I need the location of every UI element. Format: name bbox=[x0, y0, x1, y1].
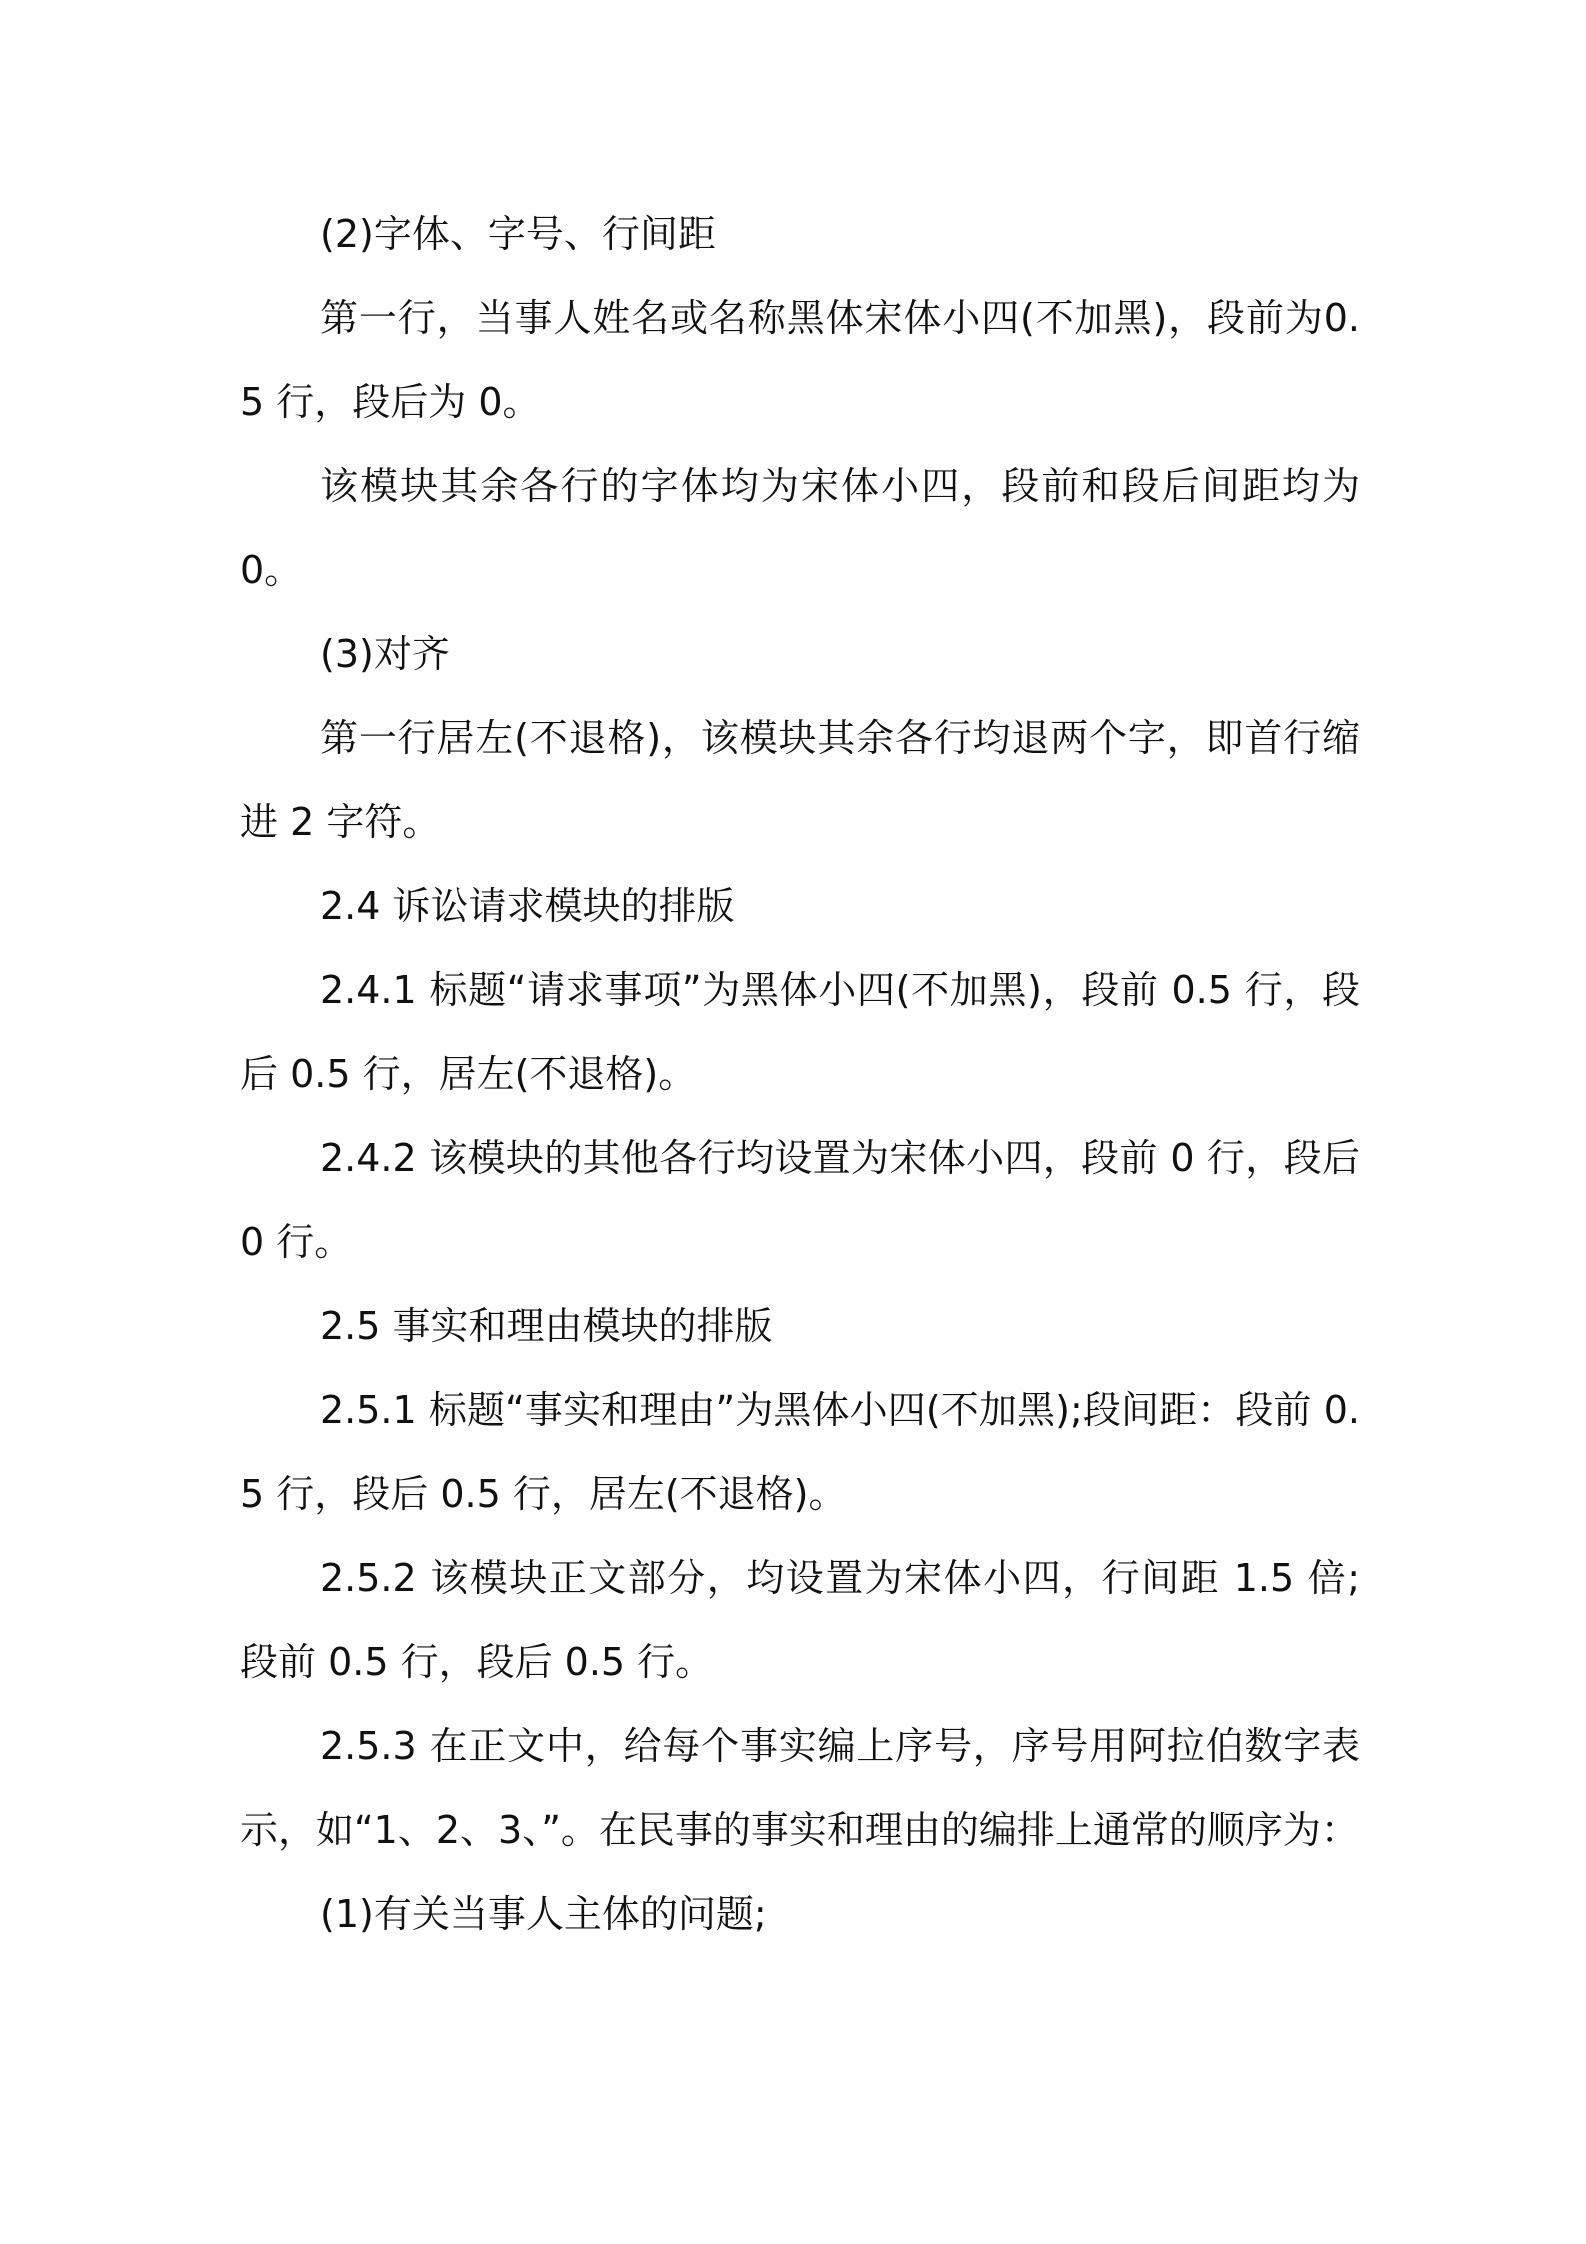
paragraph-2-5-1: 2.5.1 标题“事实和理由”为黑体小四(不加黑);段间距：段前 0.5 行，段后 0.5 行，居左(不退格)。 bbox=[240, 1388, 1360, 1516]
paragraph-font-heading: (2)字体、字号、行间距 bbox=[320, 212, 716, 256]
paragraph-2-4-2: 2.4.2 该模块的其他各行均设置为宋体小四，段前 0 行，段后 0 行。 bbox=[240, 1136, 1360, 1264]
paragraph-first-line-font: 第一行，当事人姓名或名称黑体宋体小四(不加黑)，段前为0.5 行，段后为 0。 bbox=[240, 296, 1360, 424]
paragraph-2-5-2: 2.5.2 该模块正文部分，均设置为宋体小四，行间距 1.5 倍;段前 0.5 行，段后 0.5 行。 bbox=[240, 1556, 1360, 1684]
section-2-4-heading: 2.4 诉讼请求模块的排版 bbox=[320, 884, 735, 928]
paragraph-other-lines-font: 该模块其余各行的字体均为宋体小四，段前和段后间距均为0。 bbox=[240, 464, 1360, 592]
paragraph-align-rule: 第一行居左(不退格)，该模块其余各行均退两个字，即首行缩进 2 字符。 bbox=[240, 716, 1360, 844]
section-2-5-heading: 2.5 事实和理由模块的排版 bbox=[320, 1304, 773, 1348]
paragraph-2-5-3: 2.5.3 在正文中，给每个事实编上序号，序号用阿拉伯数字表示，如“1、2、3、”。在民事的事实和理由的编排上通常的顺序为： bbox=[240, 1724, 1360, 1852]
list-item-1: (1)有关当事人主体的问题; bbox=[320, 1892, 767, 1936]
document-body bbox=[240, 192, 1360, 1956]
paragraph-align-heading: (3)对齐 bbox=[320, 632, 450, 676]
paragraph-2-4-1: 2.4.1 标题“请求事项”为黑体小四(不加黑)，段前 0.5 行，段后 0.5 行，居左(不退格)。 bbox=[240, 968, 1360, 1096]
